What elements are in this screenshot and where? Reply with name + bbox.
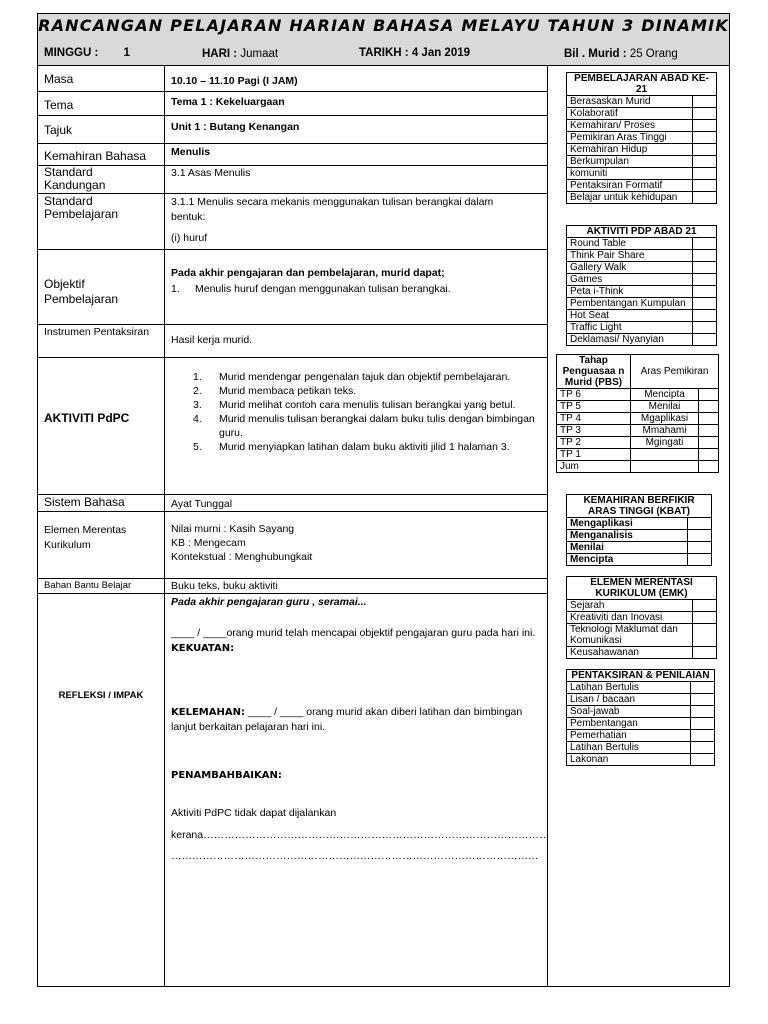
table-row: Menilai	[567, 542, 712, 554]
table-row: Lisan / bacaan	[567, 694, 715, 706]
tarikh-field: TARIKH : 4 Jan 2019	[359, 47, 471, 59]
lesson-plan-sheet	[37, 13, 730, 987]
checkbox-cell[interactable]	[691, 694, 715, 706]
tema-label: Tema	[44, 98, 74, 112]
table-row: Games	[567, 274, 717, 286]
table-row: Think Pair Share	[567, 250, 717, 262]
table-row: Deklamasi/ Nyanyian	[567, 334, 717, 346]
list-item: 5. Murid menyiapkan latihan dalam buku aktiviti jilid 1 halaman 3.	[193, 441, 510, 453]
masa-value: 10.10 – 11.10 Pagi (I JAM)	[171, 75, 298, 87]
list-item: 4. Murid menulis tulisan berangkai dalam buku tulis dengan bimbingan guru.	[193, 413, 535, 439]
kerana-line: kerana………………………………………………………………………………………	[171, 829, 550, 841]
table-row: Traffic Light	[567, 322, 717, 334]
table-row: TP 3 Mmahami	[557, 425, 719, 437]
instrumen-value: Hasil kerja murid.	[171, 334, 253, 346]
checkbox-cell[interactable]	[699, 401, 719, 413]
checkbox-cell[interactable]	[688, 518, 712, 530]
abad21-table	[566, 72, 717, 204]
sistem-bahasa-value: Ayat Tunggal	[171, 498, 233, 510]
table-row: Mengaplikasi	[567, 518, 712, 530]
checkbox-cell[interactable]	[693, 612, 717, 624]
list-item: 1. Murid mendengar pengenalan tajuk dan objektif pembelajaran.	[193, 371, 511, 383]
penambahbaikan-label: PENAMBAHBAIKAN:	[171, 770, 282, 781]
kemahiran-value: Menulis	[171, 146, 211, 158]
table-row: Teknologi Maklumat dan Komunikasi	[567, 624, 717, 647]
table-row: Soal-jawab	[567, 706, 715, 718]
table-row: Pembentangan Kumpulan	[567, 298, 717, 310]
elemen-value: Nilai murni : Kasih Sayang KB : Mengecam Kontekstual : Menghubungkait	[171, 523, 313, 563]
checkbox-cell[interactable]	[693, 262, 717, 274]
table-row: TP 2 Mgingati	[557, 437, 719, 449]
table-row: Round Table	[567, 238, 717, 250]
header-bar	[38, 14, 729, 66]
instrumen-label: Instrumen Pentaksiran	[44, 326, 150, 338]
elemen-label: Elemen Merentas Kurikulum	[44, 524, 127, 551]
checkbox-cell[interactable]	[693, 322, 717, 334]
checkbox-cell[interactable]	[693, 274, 717, 286]
kbat-table	[566, 494, 712, 566]
emk-table	[566, 576, 717, 659]
abad21-title: PEMBELAJARAN ABAD KE-21	[567, 73, 717, 96]
tarikh-value: 4 Jan 2019	[411, 47, 471, 59]
table-row: Latihan Bertulis	[567, 742, 715, 754]
standard-kandungan-value: 3.1 Asas Menulis	[171, 167, 251, 179]
hari-field: HARI : Jumaat	[202, 48, 279, 60]
checkbox-cell[interactable]	[693, 238, 717, 250]
checkbox-cell[interactable]	[693, 120, 717, 132]
aktiviti-list	[171, 370, 541, 454]
tema-value: Tema 1 : Kekeluargaan	[171, 96, 285, 108]
kekuatan-label: KEKUATAN:	[171, 643, 235, 654]
table-row: Jum	[557, 461, 719, 473]
checkbox-cell[interactable]	[693, 334, 717, 346]
aktiviti-line: Aktiviti PdPC tidak dapat dijalankan	[171, 807, 337, 819]
refleksi-intro: Pada akhir pengajaran guru , seramai...	[171, 596, 367, 608]
checkbox-cell[interactable]	[693, 144, 717, 156]
minggu-field: MINGGU : 1	[44, 47, 130, 59]
objektif-item: 1. Menulis huruf dengan menggunakan tulisan berangkai.	[171, 283, 451, 295]
table-row: Menganalisis	[567, 530, 712, 542]
checkbox-cell[interactable]	[691, 730, 715, 742]
checkbox-cell[interactable]	[693, 647, 717, 659]
hari-value: Jumaat	[240, 48, 279, 60]
table-row: Pembentangan	[567, 718, 715, 730]
table-row: komuniti	[567, 168, 717, 180]
checkbox-cell[interactable]	[699, 449, 719, 461]
bahan-label: Bahan Bantu Belajar	[44, 580, 132, 591]
table-row: Pemerhatian	[567, 730, 715, 742]
table-row: Gallery Walk	[567, 262, 717, 274]
checkbox-cell[interactable]	[699, 389, 719, 401]
table-row: Peta i-Think	[567, 286, 717, 298]
objektif-label: Objektif Pembelajaran	[44, 277, 119, 306]
table-row: Pentaksiran Formatif	[567, 180, 717, 192]
dotted-line: ……………………………………………………………………………………………	[171, 850, 539, 862]
masa-label: Masa	[44, 72, 74, 86]
tajuk-label: Tajuk	[44, 123, 73, 137]
kbat-title: KEMAHIRAN BERFIKIR ARAS TINGGI (KBAT)	[567, 495, 712, 518]
checkbox-cell[interactable]	[691, 682, 715, 694]
tajuk-value: Unit 1 : Butang Kenangan	[171, 121, 300, 133]
table-row: TP 5 Menilai	[557, 401, 719, 413]
checkbox-cell[interactable]	[693, 600, 717, 612]
table-row: Belajar untuk kehidupan	[567, 192, 717, 204]
checkbox-cell[interactable]	[693, 156, 717, 168]
refleksi-label: REFLEKSI / IMPAK	[58, 690, 144, 701]
page-title: RANCANGAN PELAJARAN HARIAN BAHASA MELAYU TAHUN 3 DINAMIK	[38, 16, 729, 35]
pbs-table	[556, 354, 719, 473]
table-row: Latihan Bertulis	[567, 682, 715, 694]
table-row: Hot Seat	[567, 310, 717, 322]
side-column-divider	[547, 66, 548, 986]
checkbox-cell[interactable]	[691, 706, 715, 718]
checkbox-cell[interactable]	[691, 742, 715, 754]
checkbox-cell[interactable]	[693, 108, 717, 120]
table-row: Keusahawanan	[567, 647, 717, 659]
murid-field: Bil . Murid : 25 Orang	[564, 48, 678, 60]
table-row: Kemahiran/ Proses	[567, 120, 717, 132]
checkbox-cell[interactable]	[688, 542, 712, 554]
table-row: Lakonan	[567, 754, 715, 766]
table-row: Pemikiran Aras Tinggi	[567, 132, 717, 144]
minggu-value: 1	[123, 47, 130, 59]
objektif-intro: Pada akhir pengajaran dan pembelajaran, murid dapat;	[171, 267, 445, 279]
table-row: Sejarah	[567, 600, 717, 612]
checkbox-cell[interactable]	[693, 192, 717, 204]
pdp21-table	[566, 225, 717, 346]
list-item: 2. Murid membaca petikan teks.	[193, 385, 357, 397]
pdp21-title: AKTIVITI PDP ABAD 21	[567, 226, 717, 238]
checkbox-cell[interactable]	[699, 425, 719, 437]
emk-title: ELEMEN MERENTASI KURIKULUM (EMK)	[567, 577, 717, 600]
checkbox-cell[interactable]	[693, 180, 717, 192]
pbs-header-aras: Aras Pemikiran	[631, 355, 719, 389]
checkbox-cell[interactable]	[693, 168, 717, 180]
bahan-value: Buku teks, buku aktiviti	[171, 580, 278, 592]
standard-kandungan-label: Standard Kandungan	[44, 165, 106, 192]
standard-pembelajaran-value: 3.1.1 Menulis secara mekanis menggunakan tulisan berangkai dalam bentuk: (i) huruf	[171, 196, 494, 244]
checkbox-cell[interactable]	[693, 96, 717, 108]
checkbox-cell[interactable]	[699, 413, 719, 425]
pentaksiran-table	[566, 669, 715, 766]
checkbox-cell[interactable]	[693, 624, 717, 647]
pbs-header-tp: Tahap Penguasaa n Murid (PBS)	[557, 355, 631, 389]
sistem-bahasa-label: Sistem Bahasa	[44, 495, 125, 509]
checkbox-cell[interactable]	[688, 530, 712, 542]
checkbox-cell[interactable]	[691, 754, 715, 766]
standard-pembelajaran-label: Standard Pembelajaran	[44, 194, 119, 221]
table-row: TP 6 Mencipta	[557, 389, 719, 401]
checkbox-cell[interactable]	[693, 286, 717, 298]
label-column-divider	[164, 66, 165, 986]
checkbox-cell[interactable]	[693, 310, 717, 322]
table-row: Mencipta	[567, 554, 712, 566]
refleksi-line1: ____ / ____orang murid telah mencapai objektif pengajaran guru pada hari ini.	[171, 627, 536, 639]
table-row: Berasaskan Murid	[567, 96, 717, 108]
checkbox-cell[interactable]	[693, 298, 717, 310]
table-row: TP 4 Mgaplikasi	[557, 413, 719, 425]
checkbox-cell[interactable]	[693, 250, 717, 262]
table-row: TP 1	[557, 449, 719, 461]
murid-value: 25 Orang	[629, 48, 678, 60]
checkbox-cell[interactable]	[699, 437, 719, 449]
checkbox-cell[interactable]	[699, 461, 719, 473]
checkbox-cell[interactable]	[688, 554, 712, 566]
table-row: Berkumpulan	[567, 156, 717, 168]
checkbox-cell[interactable]	[691, 718, 715, 730]
kemahiran-label: Kemahiran Bahasa	[44, 149, 147, 163]
kelemahan-block: KELEMAHAN: ____ / ____ orang murid akan diberi latihan dan bimbingan lanjut berkaitan pelajaran hari ini.	[171, 706, 523, 733]
table-row: Kreativiti dan Inovasi	[567, 612, 717, 624]
table-row: Kolaboratif	[567, 108, 717, 120]
pentaksiran-title: PENTAKSIRAN & PENILAIAN	[567, 670, 715, 682]
table-row: Kemahiran Hidup	[567, 144, 717, 156]
checkbox-cell[interactable]	[693, 132, 717, 144]
aktiviti-label: AKTIVITI PdPC	[44, 411, 130, 425]
list-item: 3. Murid melihat contoh cara menulis tulisan berangkai yang betul.	[193, 399, 516, 411]
